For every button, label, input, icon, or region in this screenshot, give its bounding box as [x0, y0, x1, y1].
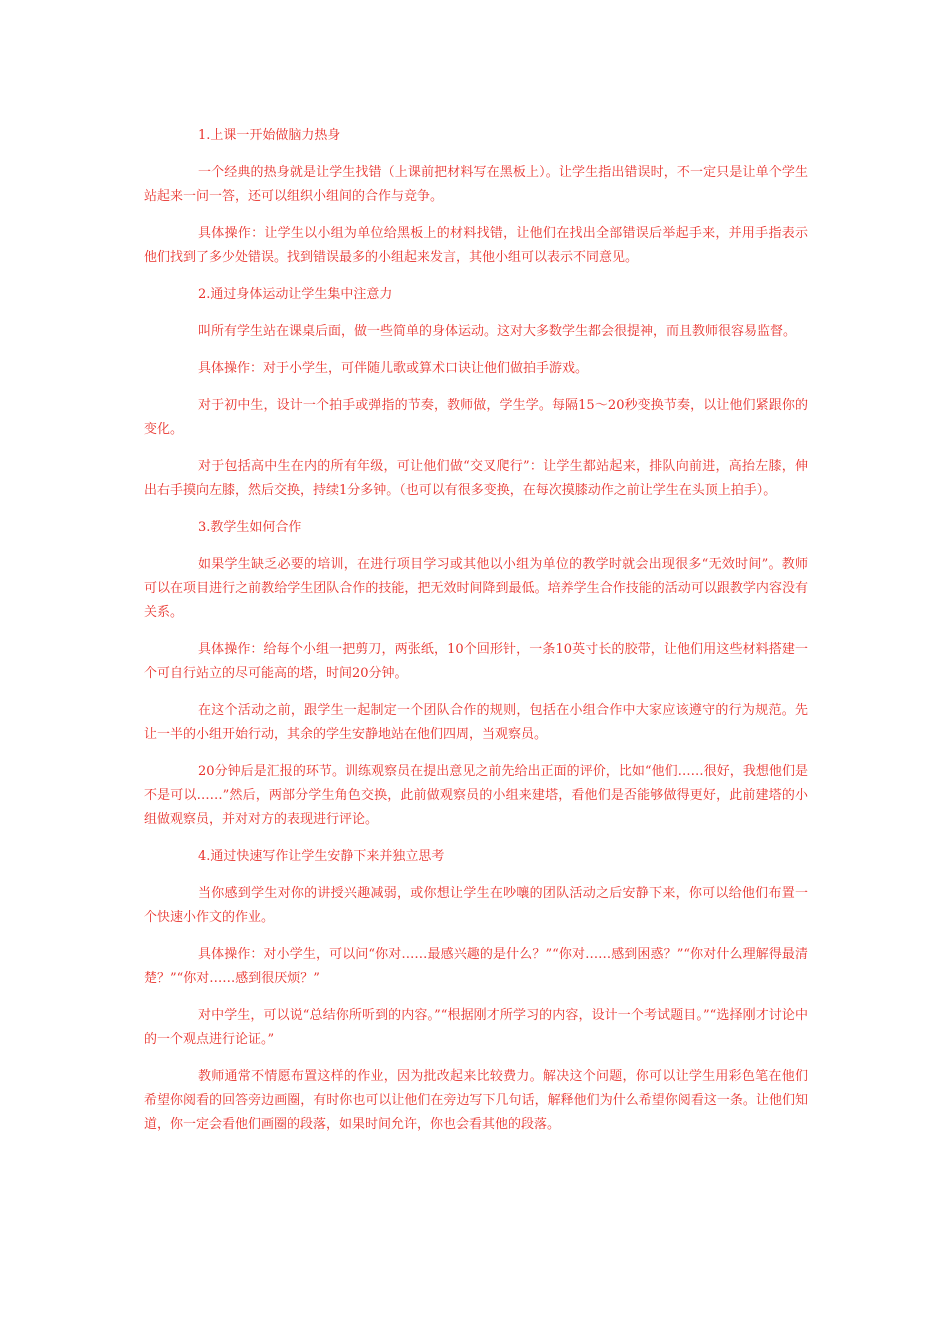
paragraph: 具体操作：让学生以小组为单位给黑板上的材料找错，让他们在找出全部错误后举起手来，并用手指表示他们找到了多少处错误。找到错误最多的小组起来发言，其他小组可以表示不同意见。: [144, 226, 808, 265]
section-heading-1: 1.上课一开始做脑力热身: [198, 128, 341, 143]
paragraph: 叫所有学生站在课桌后面，做一些简单的身体运动。这对大多数学生都会很提神，而且教师很容易监督。: [198, 324, 797, 339]
section-heading-2: 2.通过身体运动让学生集中注意力: [198, 287, 393, 302]
paragraph: 当你感到学生对你的讲授兴趣减弱，或你想让学生在吵嚷的团队活动之后安静下来，你可以给他们布置一个快速小作文的作业。: [144, 886, 808, 925]
section-heading-3: 3.教学生如何合作: [198, 520, 302, 535]
document-body: [144, 124, 808, 1150]
paragraph: 在这个活动之前，跟学生一起制定一个团队合作的规则，包括在小组合作中大家应该遵守的行为规范。先让一半的小组开始行动，其余的学生安静地站在他们四周，当观察员。: [144, 703, 808, 742]
section-heading-4: 4.通过快速写作让学生安静下来并独立思考: [198, 849, 445, 864]
paragraph: 对于包括高中生在内的所有年级，可让他们做“交叉爬行”：让学生都站起来，排队向前进，高抬左膝，伸出右手摸向左膝，然后交换，持续1分多钟。（也可以有很多变换，在每次摸膝动作之前让学生在头顶上拍手）。: [144, 459, 808, 498]
paragraph: 教师通常不情愿布置这样的作业，因为批改起来比较费力。解决这个问题，你可以让学生用彩色笔在他们希望你阅看的回答旁边画圈，有时你也可以让他们在旁边写下几句话，解释他们为什么希望你阅看这一条。让他们知道，你一定会看他们画圈的段落，如果时间允许，你也会看其他的段落。: [144, 1069, 808, 1132]
paragraph: 如果学生缺乏必要的培训，在进行项目学习或其他以小组为单位的教学时就会出现很多“无效时间”。教师可以在项目进行之前教给学生团队合作的技能，把无效时间降到最低。培养学生合作技能的活动可以跟教学内容没有关系。: [144, 557, 808, 620]
paragraph: 一个经典的热身就是让学生找错（上课前把材料写在黑板上）。让学生指出错误时，不一定只是让单个学生站起来一问一答，还可以组织小组间的合作与竞争。: [144, 165, 808, 204]
paragraph: 具体操作：给每个小组一把剪刀，两张纸，10个回形针，一条10英寸长的胶带，让他们用这些材料搭建一个可自行站立的尽可能高的塔，时间20分钟。: [144, 642, 808, 681]
paragraph: 对于初中生，设计一个拍手或弹指的节奏，教师做，学生学。每隔15～20秒变换节奏，以让他们紧跟你的变化。: [144, 398, 808, 437]
paragraph: 具体操作：对于小学生，可伴随儿歌或算术口诀让他们做拍手游戏。: [198, 361, 589, 376]
paragraph: 具体操作：对小学生，可以问“你对……最感兴趣的是什么？”“你对……感到困惑？”“你对什么理解得最清楚？”“你对……感到很厌烦？”: [144, 947, 808, 986]
paragraph: 对中学生，可以说“总结你所听到的内容。”“根据刚才所学习的内容，设计一个考试题目。”“选择刚才讨论中的一个观点进行论证。”: [144, 1008, 808, 1047]
paragraph: 20分钟后是汇报的环节。训练观察员在提出意见之前先给出正面的评价，比如“他们……很好，我想他们是不是可以……”然后，两部分学生角色交换，此前做观察员的小组来建塔，看他们是否能够做得更好，此前建塔的小组做观察员，并对对方的表现进行评论。: [144, 764, 808, 827]
